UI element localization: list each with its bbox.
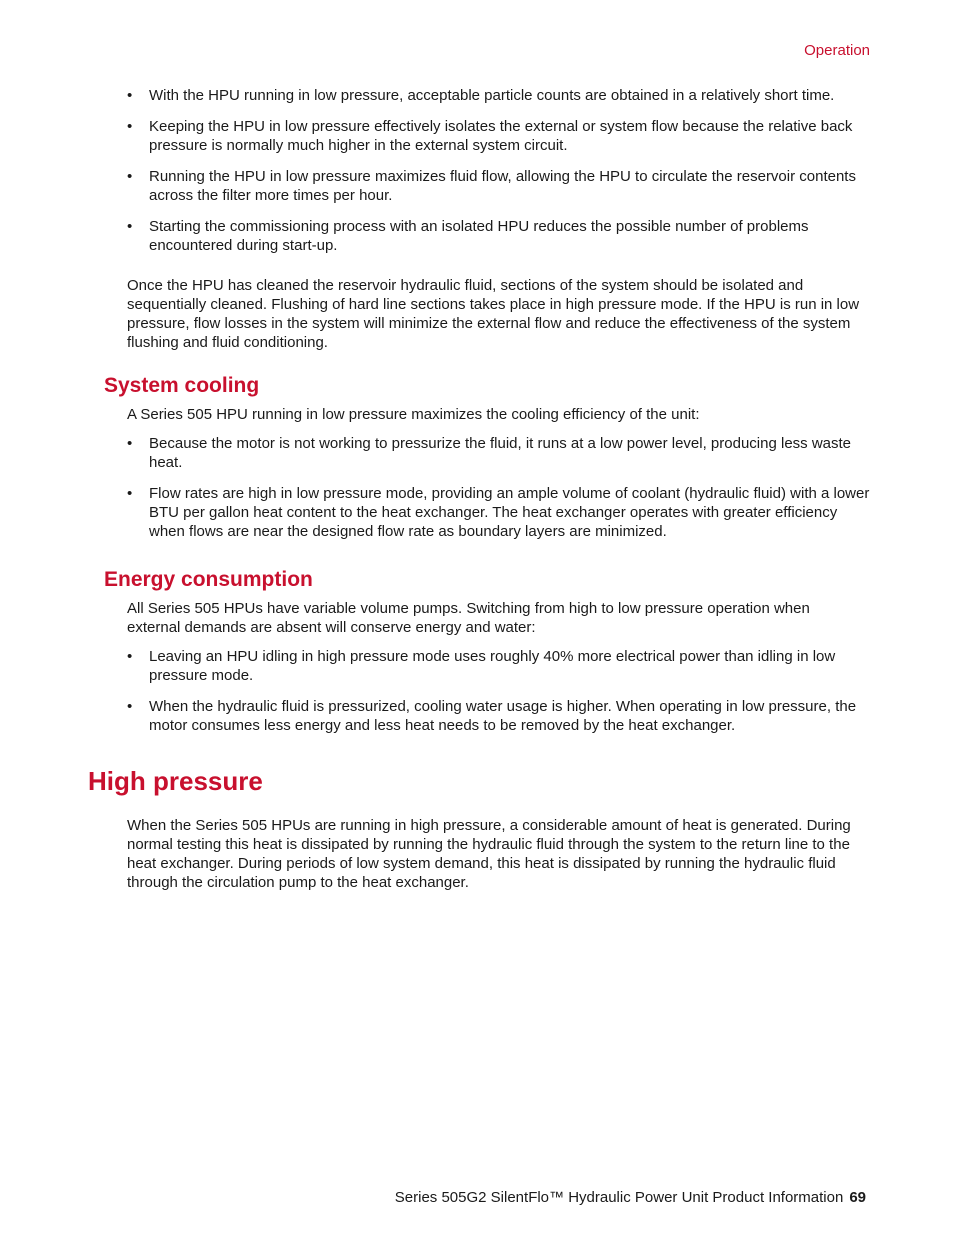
bullet-icon: • xyxy=(127,118,133,135)
bullet-icon: • xyxy=(127,87,133,104)
bullet-icon: • xyxy=(127,485,133,502)
list-item-text: Leaving an HPU idling in high pressure mode uses roughly 40% more electrical power than idling in low pressure mode. xyxy=(149,648,836,684)
list-item xyxy=(127,86,871,105)
list-item-text: When the hydraulic fluid is pressurized, cooling water usage is higher. When operating in low pressure, the motor consumes less energy and less heat needs to be removed by the heat exchanger. xyxy=(149,698,857,734)
list-item-text: With the HPU running in low pressure, acceptable particle counts are obtained in a relatively short time. xyxy=(149,87,835,104)
energy-consumption-bullet-list xyxy=(0,647,954,735)
bullet-icon: • xyxy=(127,698,133,715)
energy-consumption-heading: Energy consumption xyxy=(104,568,313,591)
running-header-section: Operation xyxy=(804,42,870,59)
bullet-icon: • xyxy=(127,168,133,185)
high-pressure-heading: High pressure xyxy=(88,766,263,796)
list-item xyxy=(127,484,871,541)
energy-consumption-intro: All Series 505 HPUs have variable volume pumps. Switching from high to low pressure operation when external demands are absent will conserve energy and water: xyxy=(127,600,810,636)
system-cooling-heading: System cooling xyxy=(104,374,260,397)
system-cooling-bullet-list xyxy=(0,434,954,541)
list-item xyxy=(127,167,871,205)
intro-bullet-list xyxy=(0,86,954,255)
high-pressure-paragraph: When the Series 505 HPUs are running in high pressure, a considerable amount of heat is generated. During normal testing this heat is dissipated by running the hydraulic fluid through the system to the return line to the heat exchanger. During periods of low system demand, this heat is dissipated by running the hydraulic fluid through the circulation pump to the heat exchanger. xyxy=(127,817,851,891)
list-item xyxy=(127,647,871,685)
list-item-text: Starting the commissioning process with an isolated HPU reduces the possible number of problems encountered during start-up. xyxy=(149,218,809,254)
list-item xyxy=(127,697,871,735)
footer-document-title: Series 505G2 SilentFlo™ Hydraulic Power Unit Product Information xyxy=(394,1189,844,1206)
list-item-text: Running the HPU in low pressure maximizes fluid flow, allowing the HPU to circulate the reservoir contents across the filter more times per hour. xyxy=(149,168,856,204)
intro-paragraph: Once the HPU has cleaned the reservoir hydraulic fluid, sections of the system should be isolated and sequentially cleaned. Flushing of hard line sections takes place in high pressure mode. If the HPU is run in low pressure, flow losses in the system will minimize the external flow and reduce the effectiveness of the system flushing and fluid conditioning. xyxy=(127,277,860,351)
bullet-icon: • xyxy=(127,435,133,452)
list-item xyxy=(127,217,871,255)
document-body xyxy=(0,86,954,892)
bullet-icon: • xyxy=(127,648,133,665)
page-number: 69 xyxy=(849,1189,866,1206)
list-item xyxy=(127,434,871,472)
page-footer xyxy=(395,1189,866,1206)
list-item xyxy=(127,117,871,155)
system-cooling-intro: A Series 505 HPU running in low pressure maximizes the cooling efficiency of the unit: xyxy=(127,406,700,423)
list-item-text: Keeping the HPU in low pressure effectively isolates the external or system flow because the relative back pressure is normally much higher in the external system circuit. xyxy=(149,118,853,154)
list-item-text: Because the motor is not working to pressurize the fluid, it runs at a low power level, producing less waste heat. xyxy=(149,435,852,471)
list-item-text: Flow rates are high in low pressure mode, providing an ample volume of coolant (hydraulic fluid) with a lower BTU per gallon heat content to the heat exchanger. The heat exchanger operates with greater efficiency when flows are near the designed flow rate as boundary layers are minimized. xyxy=(149,485,870,540)
bullet-icon: • xyxy=(127,218,133,235)
